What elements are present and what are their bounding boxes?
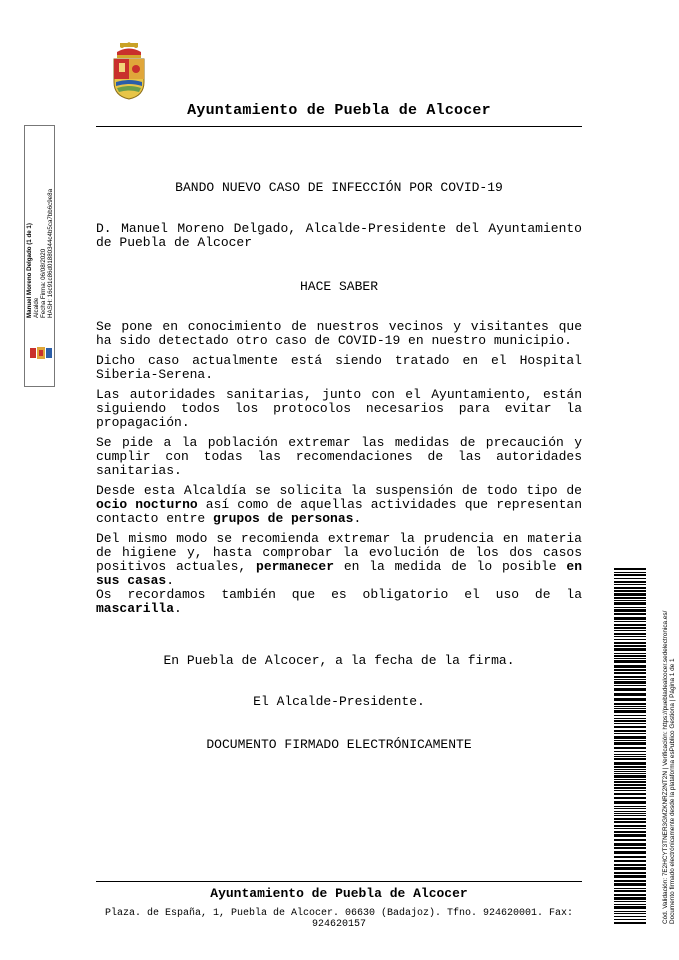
barcode-bar — [614, 688, 646, 691]
barcode-bar — [614, 806, 646, 807]
barcode-bar — [614, 897, 646, 900]
barcode-bar — [614, 679, 646, 680]
barcode-bar — [614, 723, 646, 724]
barcode-bar — [614, 815, 646, 816]
paragraph-5 — [96, 484, 582, 526]
barcode-bar — [614, 597, 646, 599]
barcode-bar — [614, 672, 646, 674]
barcode-bar — [614, 572, 646, 573]
barcode-bar — [614, 890, 646, 892]
signature-role: Alcalde — [33, 297, 40, 318]
barcode-bar — [614, 693, 646, 696]
barcode-bar — [614, 906, 646, 909]
barcode-bar — [614, 751, 646, 752]
barcode-bar — [614, 655, 646, 657]
barcode-bar — [614, 818, 646, 820]
barcode-bar — [614, 766, 646, 768]
p5-bold-2: grupos de personas — [213, 511, 354, 526]
barcode-bar — [614, 867, 646, 870]
signature-date: Fecha Firma: 06/08/2020 — [40, 248, 47, 318]
barcode-bar — [614, 645, 646, 647]
barcode-bar — [614, 922, 646, 924]
p5-text-2: así como de aquellas actividades que representan contacto entre — [96, 497, 583, 526]
barcode-bar — [614, 658, 646, 659]
barcode-bar — [614, 769, 646, 770]
barcode-bar — [614, 665, 646, 668]
barcode-bar — [614, 676, 646, 678]
barcode-bar — [614, 747, 646, 749]
barcode-bar — [614, 617, 646, 620]
signature-signer: Manuel Moreno Delgado (1 de 1) — [26, 223, 33, 318]
barcode-bar — [614, 888, 646, 889]
barcode-bar — [614, 790, 646, 791]
barcode-bar — [614, 627, 646, 629]
barcode-bar — [614, 856, 646, 858]
barcode-bar — [614, 607, 646, 608]
barcode-bar — [614, 919, 646, 920]
verification-line-2: Documento firmado electrónicamente desde la plataforma esPublico Gestiona | Página 1 de 1 — [669, 658, 677, 924]
signatory: El Alcalde-Presidente. — [253, 694, 425, 709]
barcode-bar — [614, 653, 646, 654]
footer-address: Plaza. de España, 1, Puebla de Alcocer. 06630 (Badajoz). Tfno. 924620001. Fax: 924620157 — [104, 908, 574, 930]
barcode-bar — [614, 685, 646, 686]
barcode-bar — [614, 911, 646, 912]
barcode-bar — [614, 843, 646, 846]
p6-bold-2: en sus casas — [96, 559, 583, 588]
paragraph-1: Se pone en conocimiento de nuestros vecinos y visitantes que ha sido detectado otro caso de COVID-19 en nuestro municipio. — [96, 319, 582, 348]
signature-seal-icon — [29, 346, 53, 360]
barcode-bar — [614, 718, 646, 719]
barcode-bar — [614, 708, 646, 709]
barcode-bar — [614, 660, 646, 663]
barcode-bar — [614, 681, 646, 684]
barcode-bar — [614, 740, 646, 741]
barcode-bar — [614, 706, 646, 707]
barcode-bar — [614, 669, 646, 671]
barcode-bar — [614, 593, 646, 596]
barcode-bar — [614, 600, 646, 601]
document-title: BANDO NUEVO CASO DE INFECCIÓN POR COVID-19 — [175, 180, 503, 195]
barcode-bar — [614, 715, 646, 716]
barcode-bar — [614, 875, 646, 878]
barcode-bar — [614, 813, 646, 814]
barcode-bar — [614, 703, 646, 705]
barcode-bar — [614, 726, 646, 728]
barcode-bar — [614, 784, 646, 786]
signature-hash: HASH: 16c91c86d01880344c4b5ca7bb6c9e8a — [47, 188, 54, 318]
p6-bold-1: permanecer — [256, 559, 335, 574]
p5-bold-1: ocio nocturno — [96, 497, 198, 512]
barcode-bar — [614, 574, 646, 576]
barcode-bar — [614, 624, 646, 626]
p6-text-1: Del mismo modo se recomienda extremar la prudencia en materia de higiene y, hasta comprobar la evolución de los dos casos positivos actuales, — [96, 531, 582, 574]
barcode-bar — [614, 613, 646, 615]
barcode-bar — [614, 771, 646, 772]
paragraph-4: Se pide a la población extremar las medidas de precaución y cumplir con todas las recomendaciones de las autoridades sanitarias. — [96, 435, 582, 478]
place-and-date: En Puebla de Alcocer, a la fecha de la firma. — [163, 653, 515, 668]
barcode-bar — [614, 568, 646, 570]
barcode-bar — [614, 720, 646, 722]
p7-text-2: . — [174, 601, 182, 616]
barcode-bar — [614, 781, 646, 783]
barcode-bar — [614, 904, 646, 905]
barcode-bar — [614, 584, 646, 585]
barcode-bar — [614, 636, 646, 637]
barcode-bar — [614, 754, 646, 755]
validation-barcode — [614, 568, 646, 926]
paragraph-6 — [96, 532, 582, 588]
p7-bold-1: mascarilla — [96, 601, 175, 616]
barcode-bar — [614, 775, 646, 778]
header-divider — [96, 126, 582, 127]
barcode-bar — [614, 633, 646, 635]
barcode-bar — [614, 639, 646, 640]
barcode-bar — [614, 710, 646, 713]
barcode-bar — [614, 860, 646, 862]
municipal-coat-of-arms-logo — [111, 42, 147, 100]
barcode-bar — [614, 828, 646, 829]
barcode-bar — [614, 880, 646, 882]
barcode-bar — [614, 811, 646, 812]
p5-text-1: Desde esta Alcaldía se solicita la suspensión de todo tipo de — [96, 483, 582, 498]
signature-stamp-text — [26, 168, 54, 318]
barcode-bar — [614, 733, 646, 734]
header-title: Ayuntamiento de Puebla de Alcocer — [187, 102, 491, 119]
paragraph-3: Las autoridades sanitarias, junto con el Ayuntamiento, están siguiendo todos los protocolos necesarios para evitar la propagación. — [96, 387, 582, 430]
barcode-bar — [614, 762, 646, 765]
paragraph-2: Dicho caso actualmente está siendo tratado en el Hospital Siberia-Serena. — [96, 353, 582, 382]
barcode-bar — [614, 698, 646, 701]
barcode-bar — [614, 779, 646, 780]
barcode-bar — [614, 730, 646, 732]
p7-text-1: Os recordamos también que es obligatorio el uso de la — [96, 587, 582, 602]
barcode-bar — [614, 587, 646, 589]
paragraph-7 — [96, 588, 582, 616]
barcode-bar — [614, 801, 646, 804]
barcode-bar — [614, 916, 646, 917]
barcode-bar — [614, 847, 646, 849]
barcode-bar — [614, 894, 646, 896]
barcode-bar — [614, 773, 646, 774]
barcode-bar — [614, 602, 646, 605]
barcode-bar — [614, 793, 646, 795]
barcode-bar — [614, 578, 646, 579]
footer-name: Ayuntamiento de Puebla de Alcocer — [210, 886, 468, 901]
barcode-bar — [614, 609, 646, 612]
barcode-bar — [614, 590, 646, 592]
p6-text-2: en la medida de lo posible — [334, 559, 567, 574]
barcode-bar — [614, 821, 646, 823]
barcode-bar — [614, 872, 646, 874]
p5-text-3: . — [353, 511, 362, 526]
verification-line-1: Cód. Validación: 7E2HCYT3TNER3GMZKNRZ2NT2N | Verificación: https://puebladealcocer.sedelectronica.es/ — [662, 610, 669, 924]
barcode-bar — [614, 758, 646, 760]
barcode-bar — [614, 883, 646, 886]
barcode-bar — [614, 851, 646, 854]
footer-divider — [96, 881, 582, 882]
p6-text-3: . — [166, 573, 175, 588]
document-intro: D. Manuel Moreno Delgado, Alcalde-Presidente del Ayuntamiento de Puebla de Alcocer — [96, 221, 582, 250]
barcode-bar — [614, 642, 646, 644]
barcode-bar — [614, 864, 646, 866]
document-paragraphs — [96, 320, 582, 622]
barcode-bar — [614, 736, 646, 739]
barcode-bar — [614, 901, 646, 902]
barcode-bar — [614, 648, 646, 651]
barcode-bar — [614, 630, 646, 631]
verification-text — [662, 564, 676, 924]
barcode-bar — [614, 825, 646, 827]
barcode-bar — [614, 581, 646, 583]
barcode-bar — [614, 913, 646, 914]
barcode-bar — [614, 834, 646, 837]
barcode-bar — [614, 808, 646, 809]
barcode-bar — [614, 621, 646, 622]
document-heading: HACE SABER — [299, 279, 378, 294]
barcode-bar — [614, 756, 646, 757]
barcode-bar — [614, 839, 646, 841]
signed-note: DOCUMENTO FIRMADO ELECTRÓNICAMENTE — [206, 737, 472, 752]
barcode-bar — [614, 742, 646, 745]
barcode-bar — [614, 787, 646, 789]
barcode-bar — [614, 797, 646, 799]
barcode-bar — [614, 831, 646, 833]
